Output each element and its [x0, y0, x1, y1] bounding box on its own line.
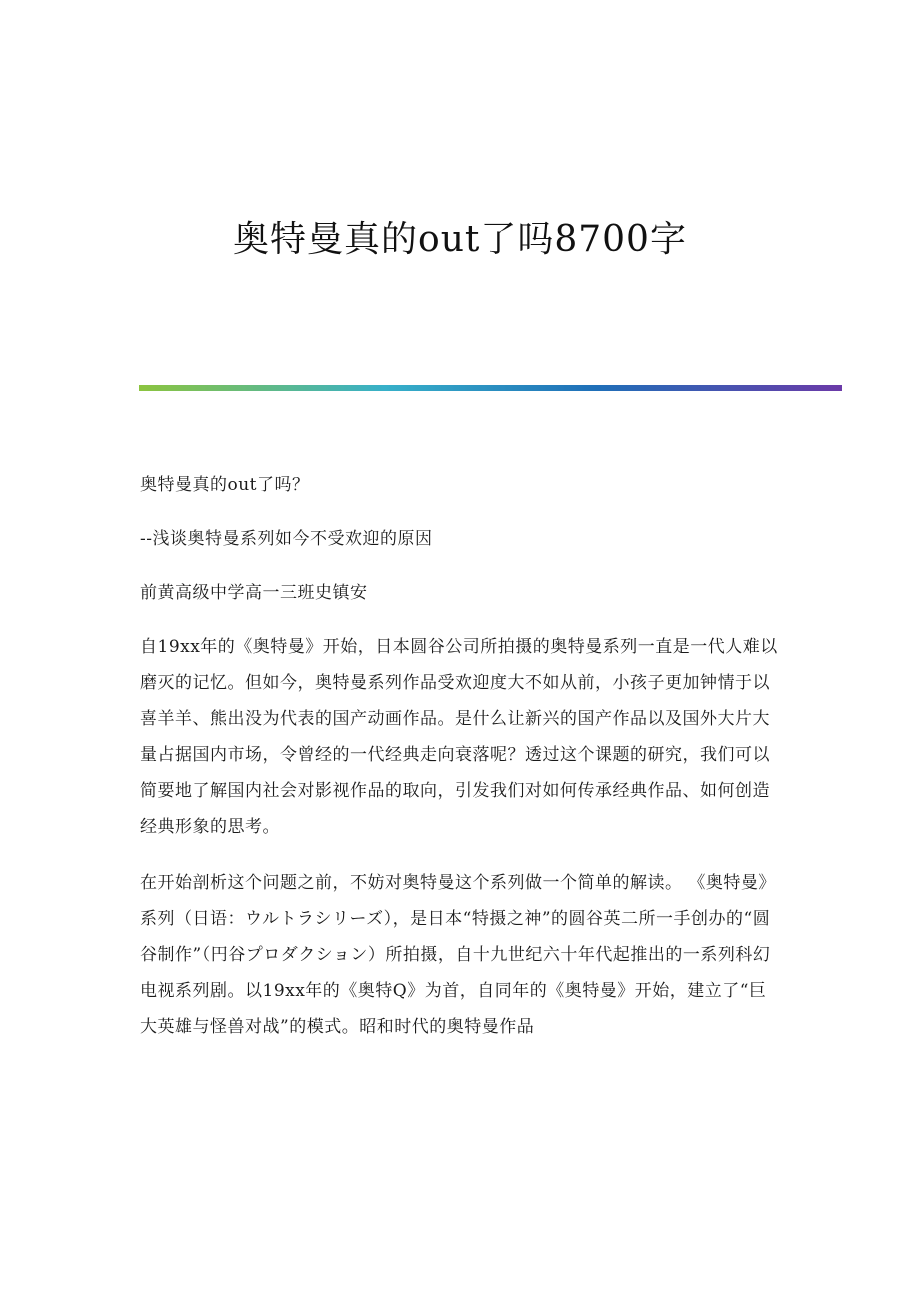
- paragraph-intro: 自19xx年的《奥特曼》开始，日本圆谷公司所拍摄的奥特曼系列一直是一代人难以磨灭的记忆。但如今，奥特曼系列作品受欢迎度大不如从前，小孩子更加钟情于以喜羊羊、熊出没为代表的国产动画作品。是什么让新兴的国产作品以及国外大片大量占据国内市场，令曾经的一代经典走向衰落呢？透过这个课题的研究，我们可以简要地了解国内社会对影视作品的取向，引发我们对如何传承经典作品、如何创造经典形象的思考。: [140, 637, 778, 837]
- document-title: 奥特曼真的out了吗8700字: [233, 219, 687, 260]
- paragraph-question: 奥特曼真的out了吗？: [140, 475, 310, 495]
- paragraph-subtitle: --浅谈奥特曼系列如今不受欢迎的原因: [140, 529, 433, 549]
- paragraph-analysis: 在开始剖析这个问题之前，不妨对奥特曼这个系列做一个简单的解读。 《奥特曼》系列（日语：ウルトラシリーズ），是日本“特摄之神”的圆谷英二所一手创办的“圆谷制作”（円谷プロダクション）所拍摄，自十九世纪六十年代起推出的一系列科幻电视系列剧。以19xx年的《奥特Q》为首，自同年的《奥特曼》开始，建立了“巨大英雄与怪兽对战”的模式。昭和时代的奥特曼作品: [140, 873, 776, 1037]
- document-body: [140, 467, 782, 1065]
- gradient-divider: [139, 385, 842, 391]
- paragraph-author: 前黄高级中学高一三班史镇安: [140, 583, 368, 603]
